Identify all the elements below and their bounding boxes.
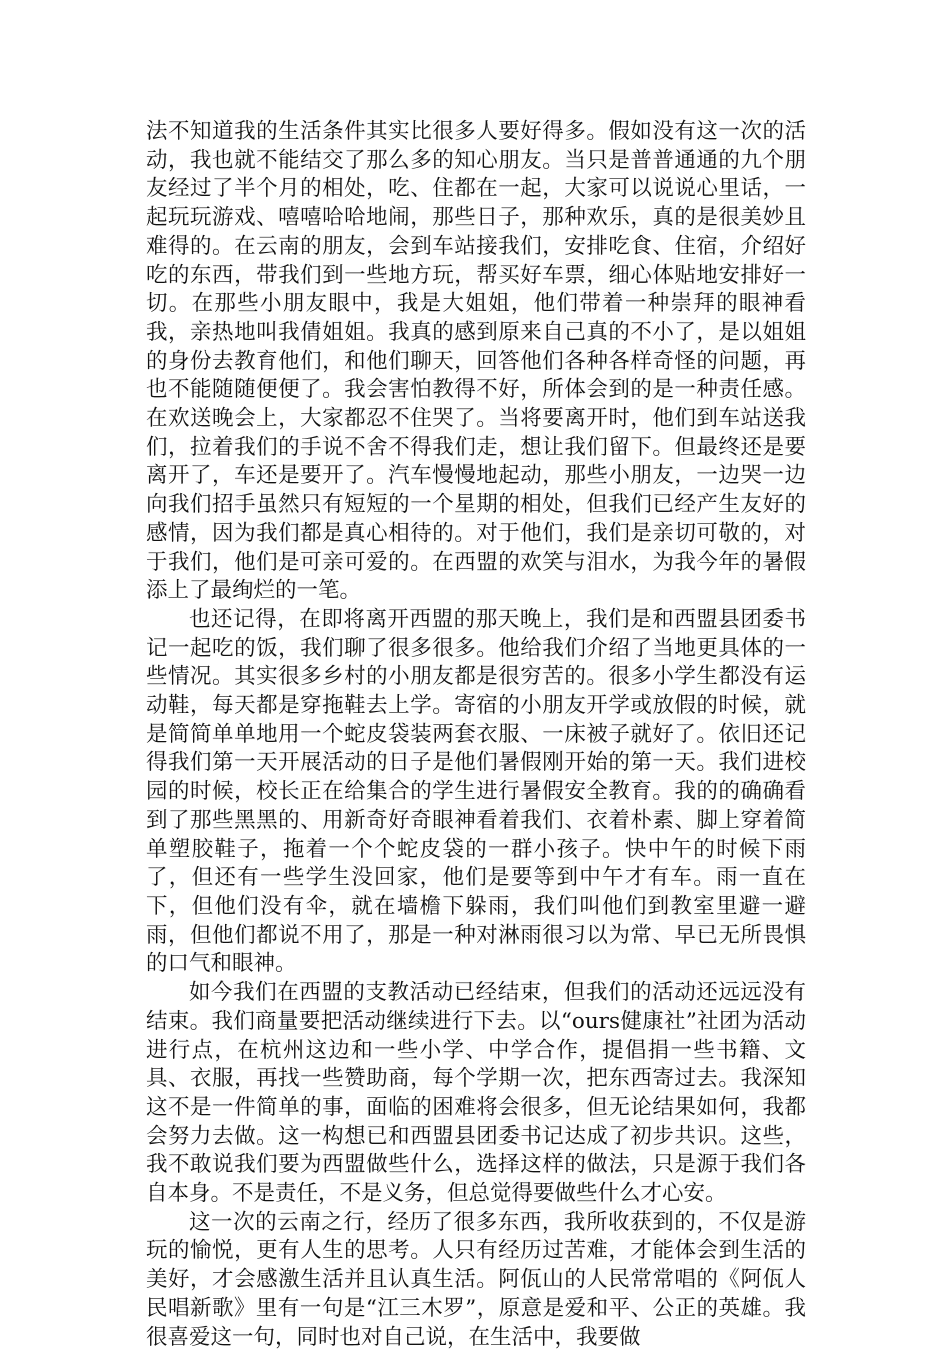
paragraph-4: 这一次的云南之行，经历了很多东西，我所收获到的，不仅是游玩的愉悦，更有人生的思考。人只有经历过苦难，才能体会到生活的美好，才会感激生活并且认真生活。阿佤山的人民常常唱的《阿佤人民唱新歌》里有一句是“江三木罗”，原意是爱和平、公正的英雄。我很喜爱这一句，同时也对自己说，在生活中，我要做 <box>146 1209 806 1350</box>
body-text <box>146 118 806 1352</box>
paragraph-2: 也还记得，在即将离开西盟的那天晚上，我们是和西盟县团委书记一起吃的饭，我们聊了很多很多。他给我们介绍了当地更具体的一些情况。其实很多乡村的小朋友都是很穷苦的。很多小学生都没有运动鞋，每天都是穿拖鞋去上学。寄宿的小朋友开学或放假的时候，就是简简单单地用一个蛇皮袋装两套衣服、一床被子就好了。依旧还记得我们第一天开展活动的日子是他们暑假刚开始的第一天。我们进校园的时候，校长正在给集合的学生进行暑假安全教育。我的的确确看到了那些黑黑的、用新奇好奇眼神看着我们、衣着朴素、脚上穿着简单塑胶鞋子，拖着一个个蛇皮袋的一群小孩子。快中午的时候下雨了，但还有一些学生没回家，他们是要等到中午才有车。雨一直在下，但他们没有伞，就在墙檐下躲雨，我们叫他们到教室里避一避雨，但他们都说不用了，那是一种对淋雨很习以为常、早已无所畏惧的口气和眼神。 <box>146 606 806 977</box>
paragraph-3: 如今我们在西盟的支教活动已经结束，但我们的活动还远远没有结束。我们商量要把活动继续进行下去。以“ours健康社”社团为活动进行点，在杭州这边和一些小学、中学合作，提倡捐一些书籍、文具、衣服，再找一些赞助商，每个学期一次，把东西寄过去。我深知这不是一件简单的事，面临的困难将会很多，但无论结果如何，我都会努力去做。这一构想已和西盟县团委书记达成了初步共识。这些，我不敢说我们要为西盟做些什么，选择这样的做法，只是源于我们各自本身。不是责任，不是义务，但总觉得要做些什么才心安。 <box>146 980 806 1207</box>
paragraph-1: 法不知道我的生活条件其实比很多人要好得多。假如没有这一次的活动，我也就不能结交了那么多的知心朋友。当只是普普通通的九个朋友经过了半个月的相处，吃、住都在一起，大家可以说说心里话，一起玩玩游戏、嘻嘻哈哈地闹，那些日子，那种欢乐，真的是很美妙且难得的。在云南的朋友，会到车站接我们，安排吃食、住宿，介绍好吃的东西，带我们到一些地方玩，帮买好车票，细心体贴地安排好一切。在那些小朋友眼中，我是大姐姐，他们带着一种崇拜的眼神看我，亲热地叫我倩姐姐。我真的感到原来自己真的不小了，是以姐姐的身份去教育他们，和他们聊天，回答他们各种各样奇怪的问题，再也不能随随便便了。我会害怕教得不好，所体会到的是一种责任感。在欢送晚会上，大家都忍不住哭了。当将要离开时，他们到车站送我们，拉着我们的手说不舍不得我们走，想让我们留下。但最终还是要离开了，车还是要开了。汽车慢慢地起动，那些小朋友，一边哭一边向我们招手虽然只有短短的一个星期的相处，但我们已经产生友好的感情，因为我们都是真心相待的。对于他们，我们是亲切可敬的，对于我们，他们是可亲可爱的。在西盟的欢笑与泪水，为我今年的暑假添上了最绚烂的一笔。 <box>146 119 806 604</box>
